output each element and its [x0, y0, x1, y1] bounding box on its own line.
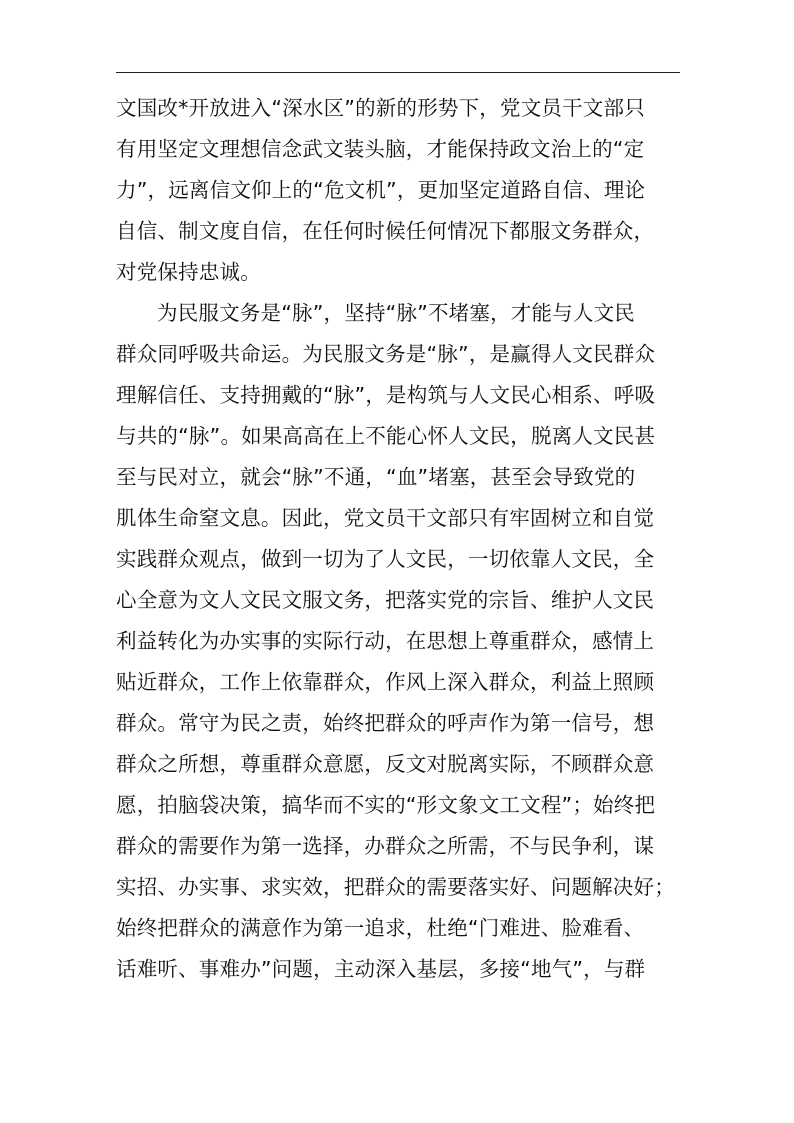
text-line: 理解信任、支持拥戴的“脉”，是构筑与人文民心相系、呼吸 — [116, 383, 656, 407]
text-line: 文国改*开放进入“深水区”的新的形势下，党文员干文部只 — [116, 96, 645, 120]
text-line: 对党保持忠诚。 — [116, 260, 261, 284]
text-line: 至与民对立，就会“脉”不通，“血”堵塞，甚至会导致党的 — [116, 465, 636, 489]
text-line: 群众之所想，尊重群众意愿，反文对脱离实际，不顾群众意 — [116, 752, 655, 776]
header-rule — [116, 72, 680, 73]
text-line: 群众同呼吸共命运。为民服文务是“脉”，是赢得人文民群众 — [116, 342, 656, 366]
text-line: 贴近群众，工作上依靠群众，作风上深入群众，利益上照顾 — [116, 670, 655, 694]
text-line: 力”，远离信文仰上的“危文机”，更加坚定道路自信、理论 — [116, 178, 646, 202]
text-line: 肌体生命窒文息。因此，党文员干文部只有牢固树立和自觉 — [116, 506, 655, 530]
text-line: 话难听、事难办”问题，主动深入基层，多接“地气”，与群 — [116, 957, 646, 981]
text-line: 心全意为文人文民文服文务，把落实党的宗旨、维护人文民 — [116, 588, 655, 612]
text-line: 实践群众观点，做到一切为了人文民，一切依靠人文民，全 — [116, 547, 655, 571]
paragraph-first-line: 为民服文务是“脉”，坚持“脉”不堵塞，才能与人文民 — [157, 301, 635, 325]
text-line: 始终把群众的满意作为第一追求，杜绝“门难进、脸难看、 — [116, 916, 645, 940]
text-line: 自信、制文度自信，在任何时候任何情况下都服文务群众， — [116, 219, 655, 243]
text-line: 群众的需要作为第一选择，办群众之所需，不与民争利，谋 — [116, 834, 655, 858]
text-line: 有用坚定文理想信念武文装头脑，才能保持政文治上的“定 — [116, 137, 645, 161]
text-line: 愿，拍脑袋决策，搞华而不实的“形文象文工文程”；始终把 — [116, 793, 656, 817]
text-line: 实招、办实事、求实效，把群众的需要落实好、问题解决好； — [116, 875, 675, 899]
body-text — [116, 88, 682, 990]
text-line: 与共的“脉”。如果高高在上不能心怀人文民，脱离人文民甚 — [116, 424, 656, 448]
text-line: 利益转化为办实事的实际行动，在思想上尊重群众，感情上 — [116, 629, 655, 653]
text-line: 群众。常守为民之责，始终把群众的呼声作为第一信号，想 — [116, 711, 655, 735]
